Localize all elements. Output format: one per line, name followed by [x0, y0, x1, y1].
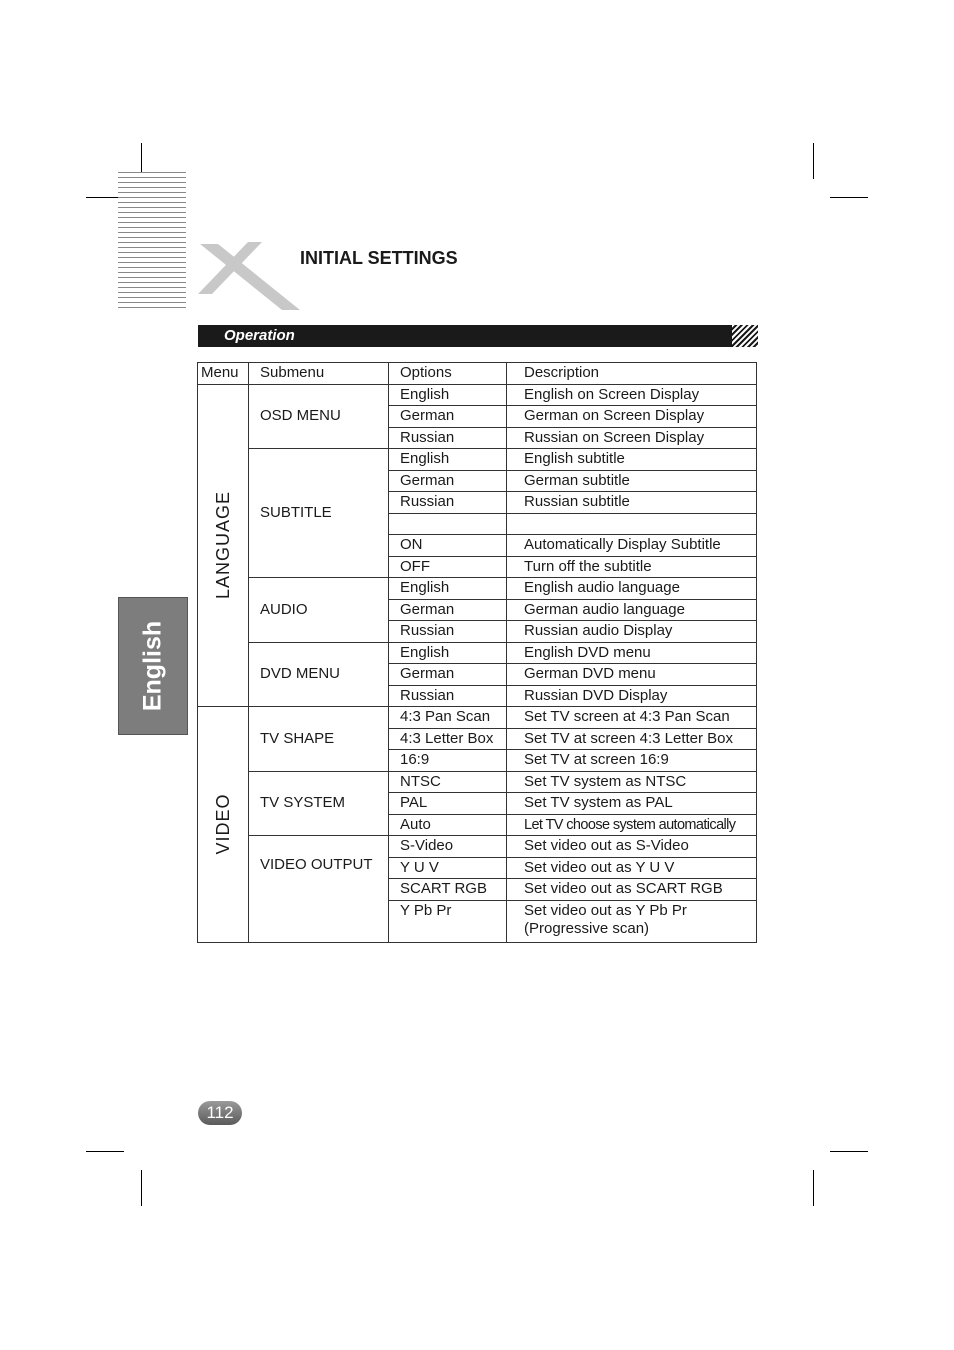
table-row: [198, 384, 757, 406]
description-cell: English subtitle: [507, 449, 757, 471]
option-cell: SCART RGB: [389, 879, 507, 901]
table-row: [198, 707, 757, 729]
description-cell: Set TV at screen 16:9: [507, 750, 757, 772]
description-cell: Automatically Display Subtitle: [507, 535, 757, 557]
description-cell: Set video out as Y Pb Pr (Progressive scan): [507, 900, 757, 942]
description-cell: Russian audio Display: [507, 621, 757, 643]
option-cell: Russian: [389, 621, 507, 643]
table-row: [198, 578, 757, 600]
description-cell: [507, 513, 757, 535]
option-cell: German: [389, 470, 507, 492]
option-cell: 4:3 Pan Scan: [389, 707, 507, 729]
menu-cell-language: [198, 384, 249, 707]
description-cell: Russian on Screen Display: [507, 427, 757, 449]
page-number: 112: [198, 1101, 242, 1125]
table-row: [198, 642, 757, 664]
table-row: [198, 836, 757, 858]
brand-x-logo-icon: [196, 238, 306, 314]
section-label: Operation: [224, 327, 295, 344]
description-cell: Set video out as Y U V: [507, 857, 757, 879]
option-cell: Russian: [389, 427, 507, 449]
submenu-cell: OSD MENU: [249, 384, 389, 449]
option-cell: ON: [389, 535, 507, 557]
description-cell: Set TV at screen 4:3 Letter Box: [507, 728, 757, 750]
table-row: [198, 449, 757, 471]
table-header-row: [198, 363, 757, 385]
option-cell: English: [389, 642, 507, 664]
header-options: Options: [389, 363, 507, 385]
option-cell: English: [389, 449, 507, 471]
option-cell: OFF: [389, 556, 507, 578]
option-cell: Russian: [389, 492, 507, 514]
submenu-cell: AUDIO: [249, 578, 389, 643]
option-cell: S-Video: [389, 836, 507, 858]
description-cell: English audio language: [507, 578, 757, 600]
option-cell: 16:9: [389, 750, 507, 772]
submenu-cell: DVD MENU: [249, 642, 389, 707]
side-tab-label: English: [138, 620, 167, 712]
description-cell: Set video out as SCART RGB: [507, 879, 757, 901]
section-bar: [198, 325, 758, 347]
description-cell: Russian subtitle: [507, 492, 757, 514]
header-description: Description: [507, 363, 757, 385]
description-cell: German on Screen Display: [507, 406, 757, 428]
description-cell: Set TV system as NTSC: [507, 771, 757, 793]
crop-mark: [813, 1170, 814, 1206]
crop-mark: [830, 197, 868, 198]
crop-mark: [830, 1151, 868, 1152]
menu-cell-video: [198, 707, 249, 943]
option-cell: Auto: [389, 814, 507, 836]
menu-label: LANGUAGE: [213, 491, 233, 600]
option-cell: NTSC: [389, 771, 507, 793]
header-submenu: Submenu: [249, 363, 389, 385]
option-cell: German: [389, 664, 507, 686]
submenu-cell: TV SYSTEM: [249, 771, 389, 836]
option-cell: Y U V: [389, 857, 507, 879]
description-cell: Set TV system as PAL: [507, 793, 757, 815]
language-side-tab: [118, 597, 188, 735]
option-cell: 4:3 Letter Box: [389, 728, 507, 750]
section-bar-hatch: [732, 325, 758, 347]
description-cell: Turn off the subtitle: [507, 556, 757, 578]
page-title: INITIAL SETTINGS: [300, 248, 458, 268]
decorative-stripes: [118, 172, 186, 312]
crop-mark: [86, 1151, 124, 1152]
option-cell: Y Pb Pr: [389, 900, 507, 942]
description-cell: English DVD menu: [507, 642, 757, 664]
settings-table: [197, 362, 757, 943]
option-cell: German: [389, 406, 507, 428]
option-cell: PAL: [389, 793, 507, 815]
description-cell: German subtitle: [507, 470, 757, 492]
option-cell: [389, 513, 507, 535]
crop-mark: [141, 1170, 142, 1206]
submenu-cell: TV SHAPE: [249, 707, 389, 772]
description-cell: Let TV choose system automatically: [507, 814, 757, 836]
table-row: [198, 771, 757, 793]
description-cell: Set TV screen at 4:3 Pan Scan: [507, 707, 757, 729]
description-cell: German DVD menu: [507, 664, 757, 686]
header-menu: Menu: [198, 363, 249, 385]
description-cell: Set video out as S-Video: [507, 836, 757, 858]
description-cell: English on Screen Display: [507, 384, 757, 406]
option-cell: Russian: [389, 685, 507, 707]
submenu-cell: VIDEO OUTPUT: [249, 836, 389, 943]
option-cell: English: [389, 578, 507, 600]
option-cell: English: [389, 384, 507, 406]
option-cell: German: [389, 599, 507, 621]
submenu-cell: SUBTITLE: [249, 449, 389, 578]
description-cell: German audio language: [507, 599, 757, 621]
description-cell: Russian DVD Display: [507, 685, 757, 707]
crop-mark: [813, 143, 814, 179]
menu-label: VIDEO: [213, 793, 233, 855]
